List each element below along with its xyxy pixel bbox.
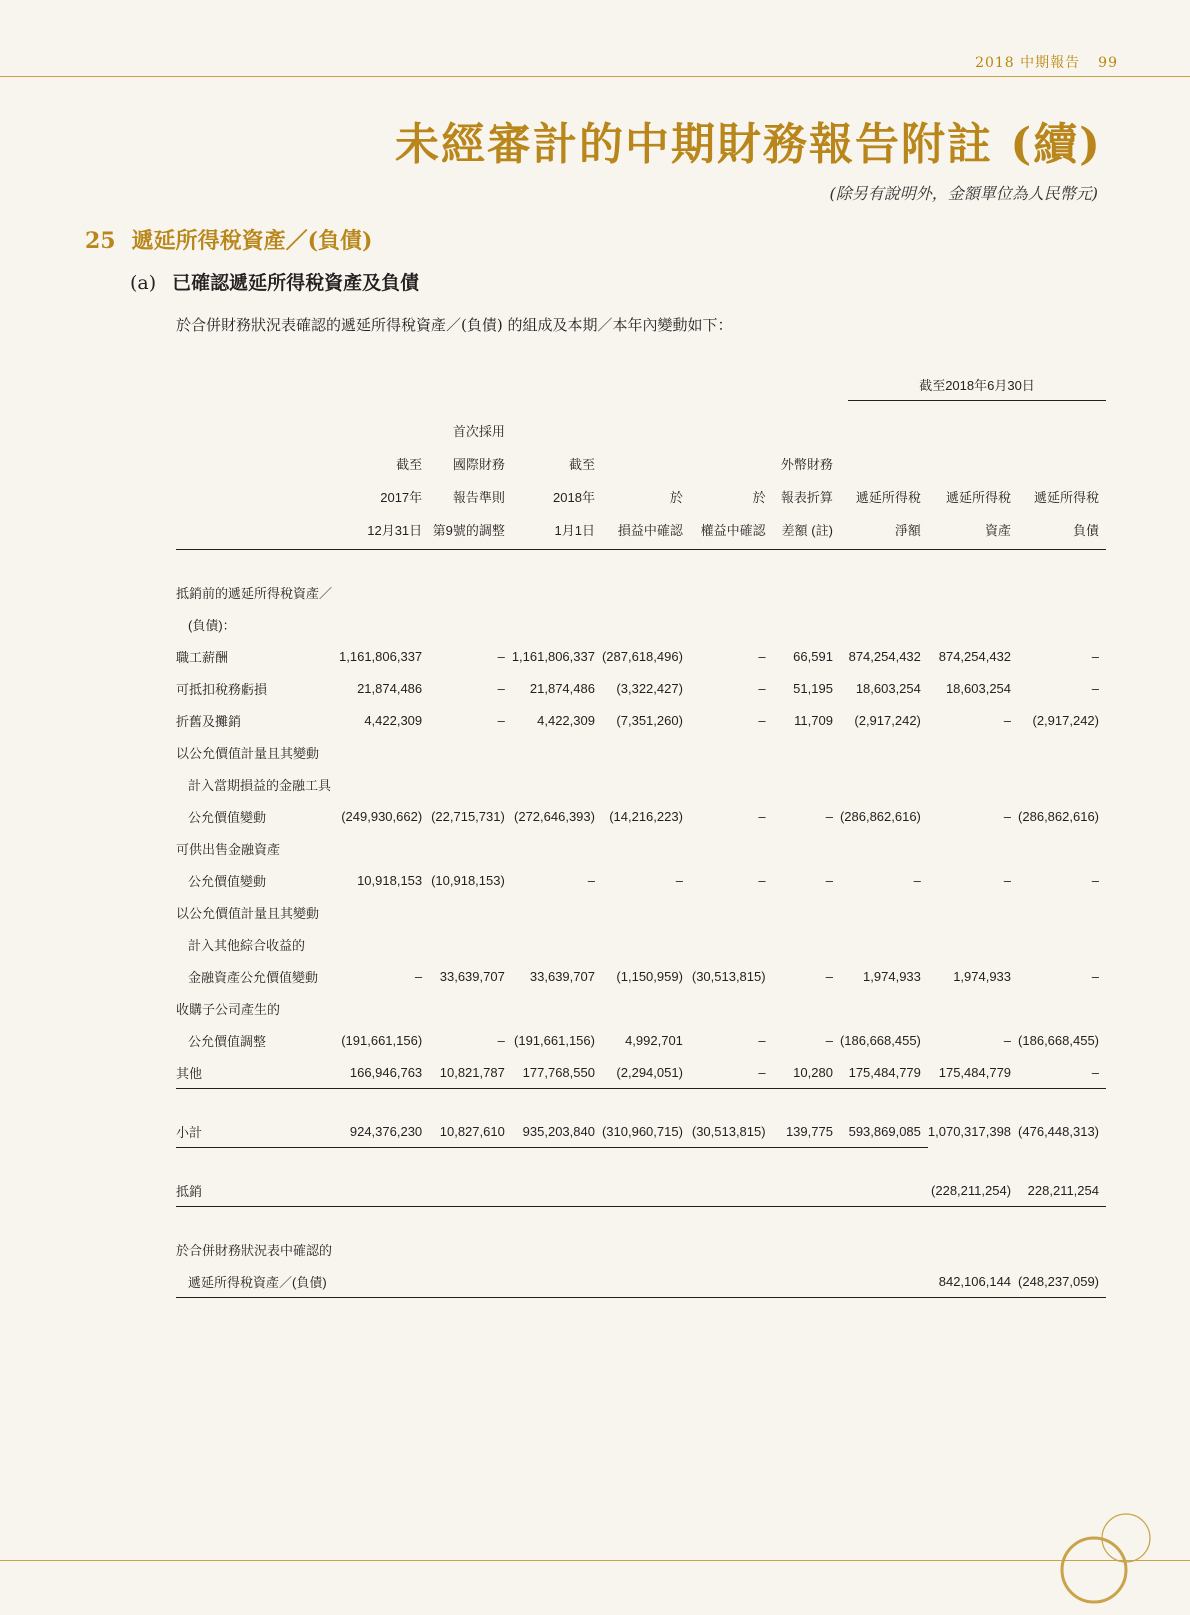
- table-cell: [429, 736, 512, 768]
- table-cell: [1018, 1233, 1106, 1265]
- running-head: [975, 52, 1118, 72]
- row-label: 以公允價值計量且其變動: [176, 905, 320, 921]
- table-cell: [1018, 576, 1106, 608]
- table-cell: 935,203,840: [512, 1115, 602, 1148]
- table-cell: [512, 992, 602, 1024]
- table-cell: [928, 928, 1018, 960]
- table-cell: [690, 736, 773, 768]
- table-row: [176, 672, 1106, 704]
- table-cell: 593,869,085: [840, 1115, 928, 1148]
- table-cell: [840, 992, 928, 1024]
- table-cell: (30,513,815): [691, 968, 766, 984]
- table-row: [176, 864, 1106, 896]
- currency-note: (除另有說明外，金額單位為人民幣元): [829, 184, 1098, 203]
- column-header: 首次採用 國際財務 報告準則 第9號的調整: [429, 415, 512, 550]
- spacer-cell: [690, 550, 773, 577]
- table-row: [176, 960, 1106, 992]
- table-cell: [840, 576, 928, 608]
- row-label: 公允價值變動: [188, 873, 267, 889]
- table-cell: [690, 1174, 773, 1207]
- table-cell: [840, 768, 928, 800]
- table-cell: 175,484,779: [938, 1064, 1012, 1080]
- table-cell: –: [1003, 1032, 1012, 1048]
- table-cell: [339, 1265, 429, 1298]
- spacer-cell: [512, 1207, 602, 1234]
- table-cell: (1,150,959): [616, 968, 683, 984]
- table-cell: 18,603,254: [855, 680, 921, 696]
- table-cell: [840, 896, 928, 928]
- table-cell: [512, 1174, 602, 1207]
- spacer-cell: [773, 550, 840, 577]
- table-cell: [690, 768, 773, 800]
- table-cell: (248,237,059): [1018, 1265, 1106, 1298]
- column-header-row: [176, 415, 1106, 550]
- spacer-cell: [602, 1207, 690, 1234]
- row-label: 其他: [176, 1065, 203, 1081]
- spacer-cell: [512, 1148, 602, 1175]
- row-label: 計入其他綜合收益的: [188, 937, 306, 953]
- table-cell: (476,448,313): [1018, 1123, 1099, 1139]
- spacer-cell: [339, 1207, 429, 1234]
- table-cell: (7,351,260): [616, 712, 683, 728]
- row-label: 職工薪酬: [176, 649, 229, 665]
- data-table: [176, 415, 1106, 1298]
- table-cell: [429, 928, 512, 960]
- spacer-cell: [928, 1148, 1018, 1175]
- table-cell: [690, 896, 773, 928]
- table-cell: [840, 928, 928, 960]
- table-cell: 33,639,707: [439, 968, 505, 984]
- table-cell: [512, 832, 602, 864]
- spacer-cell: [339, 550, 429, 577]
- table-cell: [1018, 768, 1106, 800]
- table-cell: [773, 832, 840, 864]
- table-cell: 1,161,806,337: [339, 648, 423, 664]
- column-header: 截至 2018年 1月1日: [512, 415, 602, 550]
- table-cell: [773, 608, 840, 640]
- page-title: 未經審計的中期財務報告附註 (續): [395, 119, 1102, 170]
- table-cell: [339, 832, 429, 864]
- row-label: 於合併財務狀況表中確認的: [176, 1242, 333, 1258]
- table-cell: [690, 1265, 773, 1298]
- table-cell: –: [414, 968, 423, 984]
- section-heading: [85, 224, 372, 255]
- table-cell: [928, 992, 1018, 1024]
- spacer-cell: [176, 1148, 339, 1175]
- table-row: [176, 896, 1106, 928]
- table-cell: 10,918,153: [357, 872, 423, 888]
- table-cell: 874,254,432: [938, 648, 1012, 664]
- spacer-cell: [1018, 550, 1106, 577]
- table-cell: [429, 768, 512, 800]
- table-row: [176, 1024, 1106, 1056]
- footer-divider: [0, 1560, 1190, 1561]
- table-cell: –: [825, 872, 833, 888]
- table-cell: –: [825, 1032, 833, 1048]
- subsection-label: (a): [130, 272, 157, 294]
- table-cell: [429, 832, 512, 864]
- table-row: [176, 832, 1106, 864]
- row-label: 公允價值調整: [188, 1033, 267, 1049]
- spacer-row: [176, 1207, 1106, 1234]
- table-cell: (2,917,242): [1032, 712, 1099, 728]
- table-cell: (287,618,496): [601, 648, 683, 664]
- table-cell: [928, 768, 1018, 800]
- table-cell: [429, 992, 512, 1024]
- row-label: 收購子公司產生的: [176, 1001, 281, 1017]
- table-cell: [512, 896, 602, 928]
- subsection-heading: [130, 268, 419, 295]
- table-cell: –: [758, 808, 766, 824]
- table-cell: 18,603,254: [945, 680, 1012, 696]
- table-cell: [429, 1233, 512, 1265]
- table-cell: (30,513,815): [690, 1115, 773, 1148]
- spacer-cell: [773, 1089, 840, 1116]
- subtotal-row: [176, 1115, 1106, 1148]
- table-cell: (310,960,715): [602, 1115, 690, 1148]
- table-cell: [690, 608, 773, 640]
- group-header: 截至2018年6月30日: [848, 375, 1106, 401]
- table-cell: [512, 1265, 602, 1298]
- table-cell: 139,775: [773, 1115, 840, 1148]
- table-cell: –: [1091, 968, 1099, 984]
- table-cell: (249,930,662): [341, 808, 423, 824]
- table-cell: [339, 928, 429, 960]
- table-cell: [773, 768, 840, 800]
- table-row: [176, 1056, 1106, 1089]
- table-cell: [429, 608, 512, 640]
- table-cell: 166,946,763: [349, 1064, 423, 1080]
- table-cell: [602, 768, 690, 800]
- table-cell: [339, 576, 429, 608]
- table-row: [176, 640, 1106, 672]
- table-cell: [840, 832, 928, 864]
- table-row: [176, 576, 1106, 608]
- table-cell: [512, 736, 602, 768]
- table-cell: [773, 928, 840, 960]
- row-label: 折舊及攤銷: [176, 713, 242, 729]
- intro-paragraph: 於合併財務狀況表確認的遞延所得稅資產／(負債) 的組成及本期／本年內變動如下：: [176, 316, 733, 334]
- table-cell: [429, 896, 512, 928]
- table-cell: (2,917,242): [854, 712, 921, 728]
- table-cell: 175,484,779: [848, 1064, 921, 1080]
- table-cell: [339, 1233, 429, 1265]
- table-cell: [928, 608, 1018, 640]
- table-cell: –: [497, 1032, 505, 1048]
- table-cell: [773, 1233, 840, 1265]
- table-cell: [773, 992, 840, 1024]
- table-cell: 177,768,550: [522, 1064, 595, 1080]
- table-cell: 33,639,707: [529, 968, 595, 984]
- table-cell: [1018, 992, 1106, 1024]
- table-cell: [429, 1265, 512, 1298]
- column-header: 於 權益中確認: [690, 415, 773, 550]
- spacer-cell: [1018, 1207, 1106, 1234]
- table-cell: [339, 768, 429, 800]
- table-cell: 51,195: [793, 680, 833, 696]
- spacer-cell: [840, 1089, 928, 1116]
- table-cell: [512, 608, 602, 640]
- spacer-cell: [176, 1207, 339, 1234]
- table-cell: [773, 1265, 840, 1298]
- report-title: 2018 中期報告: [975, 55, 1081, 71]
- table-cell: 4,992,701: [625, 1032, 683, 1048]
- table-cell: [339, 736, 429, 768]
- table-cell: –: [675, 872, 683, 888]
- table-row: [176, 736, 1106, 768]
- section-title: 遞延所得稅資產／(負債): [131, 228, 373, 254]
- header-divider: [0, 76, 1190, 77]
- row-label: 金融資產公允價值變動: [188, 969, 319, 985]
- table-cell: 66,591: [793, 648, 833, 664]
- table-cell: (10,918,153): [431, 872, 505, 888]
- row-label: 可抵扣稅務虧損: [176, 681, 268, 697]
- table-cell: (286,862,616): [1018, 808, 1099, 824]
- table-cell: [1018, 896, 1106, 928]
- table-cell: –: [587, 872, 595, 888]
- table-cell: –: [497, 680, 505, 696]
- table-cell: [840, 736, 928, 768]
- table-cell: [928, 832, 1018, 864]
- decorative-rings-icon: [1050, 1500, 1160, 1610]
- table-cell: [602, 928, 690, 960]
- table-cell: –: [758, 648, 766, 664]
- table-cell: 10,821,787: [439, 1064, 505, 1080]
- row-label: 遞延所得稅資產／(負債): [176, 1265, 339, 1298]
- spacer-cell: [602, 1148, 690, 1175]
- table-cell: [928, 896, 1018, 928]
- column-header: 遞延所得稅 資產: [928, 415, 1018, 550]
- table-cell: [1018, 928, 1106, 960]
- table-cell: (186,668,455): [839, 1032, 921, 1048]
- table-cell: [602, 1233, 690, 1265]
- table-cell: 1,974,933: [863, 968, 921, 984]
- table-cell: [690, 992, 773, 1024]
- table-cell: [339, 608, 429, 640]
- spacer-cell: [690, 1207, 773, 1234]
- table-row: [176, 928, 1106, 960]
- table-cell: [690, 928, 773, 960]
- spacer-cell: [512, 1089, 602, 1116]
- table-cell: [512, 928, 602, 960]
- table-row: [176, 608, 1106, 640]
- table-cell: –: [1091, 648, 1099, 664]
- spacer-cell: [928, 1089, 1018, 1116]
- row-label: 計入當期損益的金融工具: [188, 777, 332, 793]
- spacer-row: [176, 1148, 1106, 1175]
- table-cell: [602, 896, 690, 928]
- spacer-cell: [840, 1148, 928, 1175]
- row-label: 公允價值變動: [188, 809, 267, 825]
- spacer-cell: [339, 1089, 429, 1116]
- section-number: 25: [85, 228, 116, 254]
- table-cell: [840, 1233, 928, 1265]
- table-cell: (191,661,156): [341, 1032, 423, 1048]
- table-cell: –: [1091, 872, 1099, 888]
- column-header: 遞延所得稅 淨額: [840, 415, 928, 550]
- spacer-cell: [429, 550, 512, 577]
- table-cell: (3,322,427): [616, 680, 683, 696]
- spacer-cell: [840, 1207, 928, 1234]
- spacer-cell: [840, 550, 928, 577]
- table-cell: [339, 992, 429, 1024]
- offset-row: [176, 1174, 1106, 1207]
- table-cell: [339, 896, 429, 928]
- table-row: [176, 704, 1106, 736]
- table-cell: (272,646,393): [514, 808, 595, 824]
- table-cell: (14,216,223): [609, 808, 683, 824]
- table-cell: –: [825, 808, 833, 824]
- table-cell: [602, 736, 690, 768]
- spacer-cell: [928, 1207, 1018, 1234]
- table-cell: [773, 736, 840, 768]
- table-cell: [602, 1265, 690, 1298]
- spacer-cell: [339, 1148, 429, 1175]
- table-cell: [928, 576, 1018, 608]
- spacer-cell: [429, 1089, 512, 1116]
- table-row: [176, 768, 1106, 800]
- table-cell: 11,709: [794, 712, 833, 728]
- table-cell: 842,106,144: [928, 1265, 1018, 1298]
- table-cell: [512, 576, 602, 608]
- table-cell: 10,280: [793, 1064, 833, 1080]
- table-cell: [773, 896, 840, 928]
- table-cell: [1018, 608, 1106, 640]
- table-row: [176, 1233, 1106, 1265]
- table-cell: 21,874,486: [529, 680, 595, 696]
- page-number: 99: [1098, 55, 1118, 71]
- table-cell: 4,422,309: [364, 712, 423, 728]
- row-label: 小計: [176, 1115, 339, 1148]
- table-cell: 10,827,610: [429, 1115, 512, 1148]
- table-cell: –: [758, 1064, 766, 1080]
- table-cell: –: [1003, 872, 1012, 888]
- table-cell: (22,715,731): [431, 808, 505, 824]
- spacer-cell: [176, 1089, 339, 1116]
- row-label: 抵銷前的遞延所得稅資產／: [176, 585, 333, 601]
- row-label: 以公允價值計量且其變動: [176, 745, 320, 761]
- spacer-row: [176, 1089, 1106, 1116]
- subsection-title: 已確認遞延所得稅資產及負債: [172, 272, 420, 294]
- table-cell: [602, 832, 690, 864]
- table-cell: 874,254,432: [848, 648, 921, 664]
- table-cell: (228,211,254): [928, 1174, 1018, 1207]
- table-cell: 4,422,309: [537, 712, 595, 728]
- table-cell: –: [913, 872, 921, 888]
- table-cell: [429, 576, 512, 608]
- spacer-cell: [602, 550, 690, 577]
- table-cell: [1018, 736, 1106, 768]
- spacer-cell: [1018, 1089, 1106, 1116]
- table-cell: [339, 1174, 429, 1207]
- table-cell: 1,161,806,337: [511, 648, 595, 664]
- table-cell: –: [497, 712, 505, 728]
- table-cell: [512, 768, 602, 800]
- spacer-cell: [690, 1089, 773, 1116]
- spacer-cell: [429, 1207, 512, 1234]
- column-header: 外幣財務 報表折算 差額 (註): [773, 415, 840, 550]
- table-cell: [602, 608, 690, 640]
- table-cell: –: [1003, 712, 1012, 728]
- row-label: 可供出售金融資產: [176, 841, 281, 857]
- table-cell: [602, 576, 690, 608]
- table-cell: 21,874,486: [357, 680, 423, 696]
- table-cell: –: [758, 680, 766, 696]
- table-row: [176, 800, 1106, 832]
- table-cell: [773, 1174, 840, 1207]
- column-header: 於 損益中確認: [602, 415, 690, 550]
- row-label: 抵銷: [176, 1174, 339, 1207]
- column-header-label: [176, 415, 339, 550]
- table-cell: (2,294,051): [616, 1064, 683, 1080]
- spacer-cell: [773, 1207, 840, 1234]
- table-cell: 1,974,933: [953, 968, 1012, 984]
- spacer-cell: [176, 550, 339, 577]
- table-cell: [690, 832, 773, 864]
- spacer-cell: [690, 1148, 773, 1175]
- table-cell: [773, 576, 840, 608]
- spacer-cell: [512, 550, 602, 577]
- table-cell: [840, 1174, 928, 1207]
- table-cell: [690, 1233, 773, 1265]
- table-cell: (191,661,156): [514, 1032, 595, 1048]
- table-cell: 924,376,230: [339, 1115, 429, 1148]
- table-cell: [928, 1233, 1018, 1265]
- table-cell: 1,070,317,398: [927, 1123, 1012, 1139]
- row-label: (負債)：: [188, 617, 236, 633]
- table-cell: [1018, 832, 1106, 864]
- table-cell: [602, 992, 690, 1024]
- column-header: 遞延所得稅 負債: [1018, 415, 1106, 550]
- table-cell: –: [758, 1032, 766, 1048]
- table-cell: [602, 1174, 690, 1207]
- spacer-cell: [928, 550, 1018, 577]
- table-row: [176, 992, 1106, 1024]
- table-cell: –: [1091, 1064, 1099, 1080]
- table-cell: –: [1091, 680, 1099, 696]
- table-cell: (186,668,455): [1018, 1032, 1099, 1048]
- spacer-cell: [773, 1148, 840, 1175]
- table-cell: –: [758, 872, 766, 888]
- table-cell: 228,211,254: [1018, 1174, 1106, 1207]
- table-cell: [840, 608, 928, 640]
- recognised-row: [176, 1265, 1106, 1298]
- spacer-row: [176, 550, 1106, 577]
- table-cell: –: [758, 712, 766, 728]
- column-header: 截至 2017年 12月31日: [339, 415, 429, 550]
- table-cell: [429, 1174, 512, 1207]
- table-cell: [928, 736, 1018, 768]
- spacer-cell: [1018, 1148, 1106, 1175]
- spacer-cell: [602, 1089, 690, 1116]
- table-cell: –: [825, 968, 833, 984]
- table-cell: –: [1003, 808, 1012, 824]
- table-cell: [690, 576, 773, 608]
- table-cell: [840, 1265, 928, 1298]
- table-cell: (286,862,616): [839, 808, 921, 824]
- table-cell: –: [497, 648, 505, 664]
- spacer-cell: [429, 1148, 512, 1175]
- table-cell: [512, 1233, 602, 1265]
